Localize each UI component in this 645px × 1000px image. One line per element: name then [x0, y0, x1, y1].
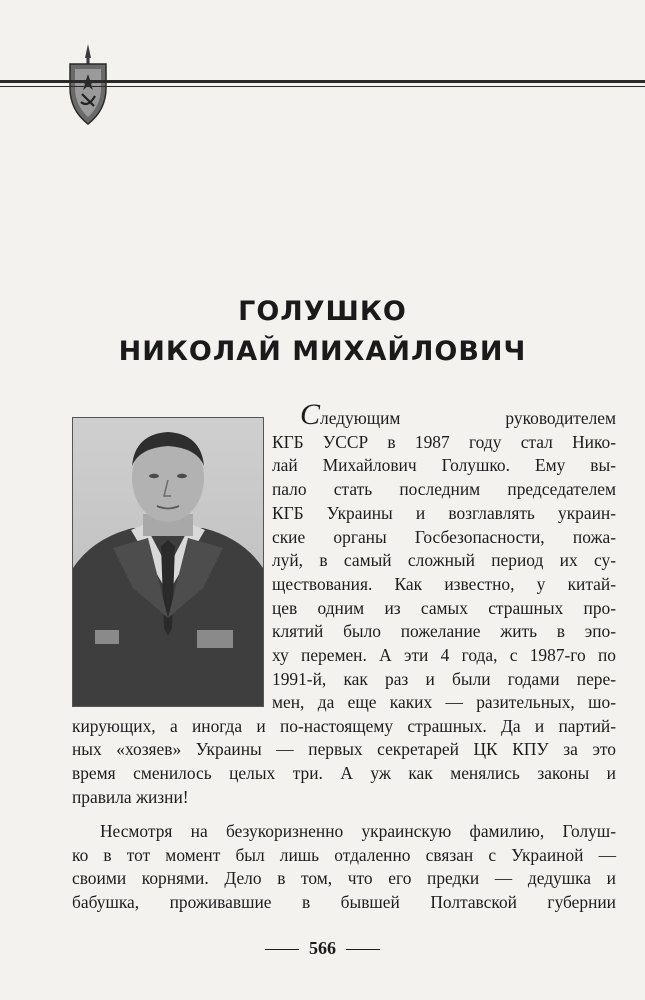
header-rule-thin [0, 86, 645, 87]
folio-dash-left [265, 949, 299, 950]
paragraph-2-line: Несмотря на безукоризненно украинскую фамилию, Голуш- [100, 821, 616, 841]
paragraph-1-line: ществования. Как известно, у китай- [272, 573, 616, 594]
paragraph-1-line: время сменилось целых три. А уж как менялись законы и [72, 763, 616, 784]
paragraph-2-line: ко в тот момент был лишь отдаленно связан с Украиной — [72, 844, 616, 865]
paragraph-1-line: 1991-й, как раз и были годами пере- [272, 668, 616, 689]
paragraph-2 [72, 820, 616, 915]
paragraph-1-line: КГБ УССР в 1987 году стал Нико- [272, 431, 616, 452]
paragraph-1-line: КГБ Украины и возглавлять украин- [272, 502, 616, 523]
paragraph-1-line: клятий было пожелание жить в эпо- [272, 621, 616, 642]
paragraph-1-line: цев одним из самых страшных про- [272, 597, 616, 618]
paragraph-1-right-column [272, 398, 616, 691]
paragraph-1-line: лай Михайлович Голушко. Ему вы- [272, 455, 616, 476]
paragraph-2-line: бабушка, проживавшие в бывшей Полтавской губернии [72, 892, 616, 913]
header-rule-thick [0, 80, 645, 83]
paragraph-1-line: мен, да еще каких — разительных, шо- [272, 692, 616, 712]
paragraph-1-line: ных «хозяев» Украины — первых секретарей ЦК КПУ за это [72, 739, 616, 760]
paragraph-1-line: ские органы Госбезопасности, пожа- [272, 526, 616, 547]
paragraph-1-full-width [72, 691, 616, 810]
paragraph-1-line: луй, в самый сложный период их су- [272, 550, 616, 571]
paragraph-1-line: кирующих, а иногда и по-настоящему страшных. Да и партий- [72, 715, 616, 736]
heading-surname: ГОЛУШКО [238, 296, 407, 327]
paragraph-1-line: ху перемен. А эти 4 года, с 1987-го по [272, 645, 616, 666]
paragraph-2-line: своими корнями. Дело в том, что его предки — дедушка и [72, 868, 616, 889]
kgb-shield-emblem-icon [66, 44, 110, 126]
page-number: 566 [309, 938, 336, 958]
drop-cap: С [300, 398, 321, 431]
paragraph-1-line: пало стать последним председателем [272, 479, 616, 500]
portrait-photo-image [73, 418, 263, 706]
page-number-footer [0, 938, 645, 959]
paragraph-1-line: правила жизни! [72, 786, 189, 807]
text-span: ледующим руководителем [320, 408, 616, 428]
folio-dash-right [346, 949, 380, 950]
portrait-photo [72, 417, 264, 707]
heading-name-patronymic: НИКОЛАЙ МИХАЙЛОВИЧ [118, 336, 527, 367]
paragraph-1-line [272, 398, 616, 431]
